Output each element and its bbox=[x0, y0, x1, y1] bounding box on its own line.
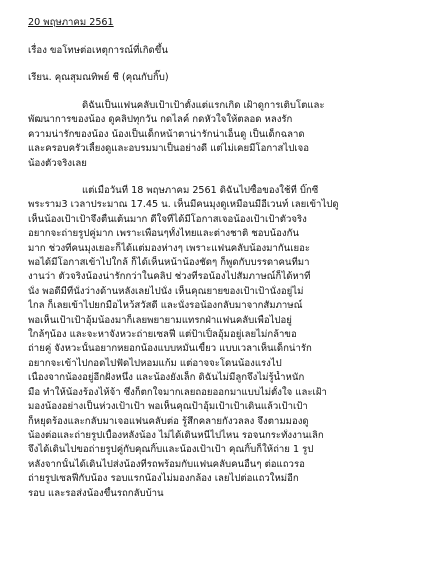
paragraph-line: เนื่องจากน้องอยู่อีกฝั่งหนึ่ง และน้องยังเล็ก ดิฉันไม่มีลูกจึงไม่รู้น้ำหนัก bbox=[28, 372, 305, 384]
paragraph-line: พัฒนาการของน้อง ดูคลิปทุกวัน กดไลค์ กดหัวใจให้ตลอด หลงรัก bbox=[28, 114, 293, 126]
paragraph-line: รอบ และรอส่งน้องขึ้นรถกลับบ้าน bbox=[28, 487, 164, 499]
paragraph-line: นั่ง พอดีมีที่นั่งว่างด้านหลังเลยไปนั่ง เห็นคุณยายของเป้าเป้านั่งอยู่ไม่ bbox=[28, 285, 304, 297]
paragraph-line: เห็นน้องเป้าเป้าจึงตื่นเต้นมาก ดีใจที่ได้มีโอกาสเจอน้องเป้าเป้าตัวจริง bbox=[28, 213, 307, 225]
paragraph-line: แต่เมื่อวันที่ 18 พฤษภาคม 2561 ดิฉันไปซื้อของใช้ที่ บิ๊กซี bbox=[82, 185, 319, 196]
paragraph-line: งานว่า ตัวจริงน้องน่ารักกว่าในคลิป ช่วงที่รอน้องไปสัมภาษณ์ก็ได้หาที่ bbox=[28, 271, 311, 283]
paragraph-line: หลังจากนั้นได้เดินไปส่งน้องที่รถพร้อมกับแฟนคลับคนอื่นๆ ต่อแถวรอ bbox=[28, 458, 305, 470]
paragraph-1 bbox=[28, 99, 410, 171]
paragraph-line: ถ่ายคู่ จังหวะนั้นอยากหยอกน้องแบบหมั่นเขี้ยว แบบเวลาเห็นเด็กน่ารัก bbox=[28, 343, 312, 355]
paragraph-line: พระราม3 เวลาประมาณ 17.45 น. เห็นมีคนมุงดูเหมือนมีอีเวนท์ เลยเข้าไปดู bbox=[28, 199, 339, 211]
paragraph-line: จึงได้เดินไปขอถ่ายรูปคู่กับคุณกิ๊บและน้องเป้าเป้า คุณกิ๊บก็ให้ถ่าย 1 รูป bbox=[28, 444, 314, 456]
paragraph-line: ใกล้ๆน้อง และจะหาจังหวะถ่ายเซลฟี่ แต่ป้าเปิ้ลอุ้มอยู่เลยไม่กล้าขอ bbox=[28, 329, 297, 341]
letter-date: 20 พฤษภาคม 2561 bbox=[28, 17, 114, 28]
paragraph-line: พอเห็นเป้าเป้าอุ้มน้องมาก็เลยพยายามแทรกฝ่าแฟนคลับเพื่อไปอยู่ bbox=[28, 314, 292, 326]
paragraph-line: น้องต่อและถ่ายรูปเบื้องหลังน้อง ไม่ได้เดินหนีไปไหน รอจนกระทั่งงานเลิก bbox=[28, 429, 324, 441]
paragraph-line: ถ่ายรูปเซลฟี่กับน้อง รอบแรกน้องไม่มองกล้อง เลยไปต่อแถวใหม่อีก bbox=[28, 473, 299, 485]
paragraph-line: ไกล ก็เลยเข้าไปยกมือไหว้สวัสดี และนั่งรอน้องกลับมาจากสัมภาษณ์ bbox=[28, 300, 303, 312]
letter-subject: เรื่อง ขอโทษต่อเหตุการณ์ที่เกิดขึ้น bbox=[28, 45, 168, 56]
paragraph-line: มาก ช่วงที่คนมุงเยอะก็ได้แต่มองห่างๆ เพราะแฟนคลับน้องมากันเยอะ bbox=[28, 242, 311, 254]
paragraph-line: ก็หยุดร้องและกลับมาเจอแฟนคลับต่อ รู้สึกคลายกังวลลง จึงตามมองดู bbox=[28, 415, 309, 427]
paragraph-line: อยากจะถ่ายรูปคู่มาก เพราะเพื่อนๆทั้งไทยและต่างชาติ ชอบน้องกัน bbox=[28, 228, 299, 240]
paragraph-line: มือ ทำให้น้องร้องไห้จ้า ซึ่งก็ตกใจมากเลยถอยออกมาแบบไม่ตั้งใจ และเฝ้า bbox=[28, 386, 327, 398]
paragraph-line: และครอบครัวเลี้ยงดูและอบรมมาเป็นอย่างดี แต่ไม่เคยมีโอกาสไปเจอ bbox=[28, 143, 309, 155]
paragraph-line: มองน้องอย่างเป็นห่วงเป้าเป้า พอเห็นคุณป้าอุ้มเป้าเป้าเดินแล้วเป้าเป้า bbox=[28, 401, 308, 413]
paragraph-line: อยากจะเข้าไปกอดไปฟัดไปหอมแก้ม แต่อาจจะโดนน้องแรงไป bbox=[28, 357, 282, 369]
paragraph-2 bbox=[28, 184, 410, 501]
paragraph-line: ความน่ารักของน้อง น้องเป็นเด็กหน้าตาน่ารักน่าเอ็นดู เป็นเด็กฉลาด bbox=[28, 128, 305, 140]
letter-salutation: เรียน. คุณสุมณทิพย์ ชี (คุณกับกิ๊บ) bbox=[28, 72, 169, 83]
paragraph-line: พอได้มีโอกาสเข้าไปใกล้ ก็ได้เห็นหน้าน้องชัดๆ ก็พูดกับบรรดาคนที่มา bbox=[28, 257, 310, 269]
paragraph-line: น้องตัวจริงเลย bbox=[28, 157, 87, 169]
paragraph-line: ดิฉันเป็นแฟนคลับเป้าเป้าตั้งแต่แรกเกิด เฝ้าดูการเติบโตและ bbox=[82, 100, 325, 111]
